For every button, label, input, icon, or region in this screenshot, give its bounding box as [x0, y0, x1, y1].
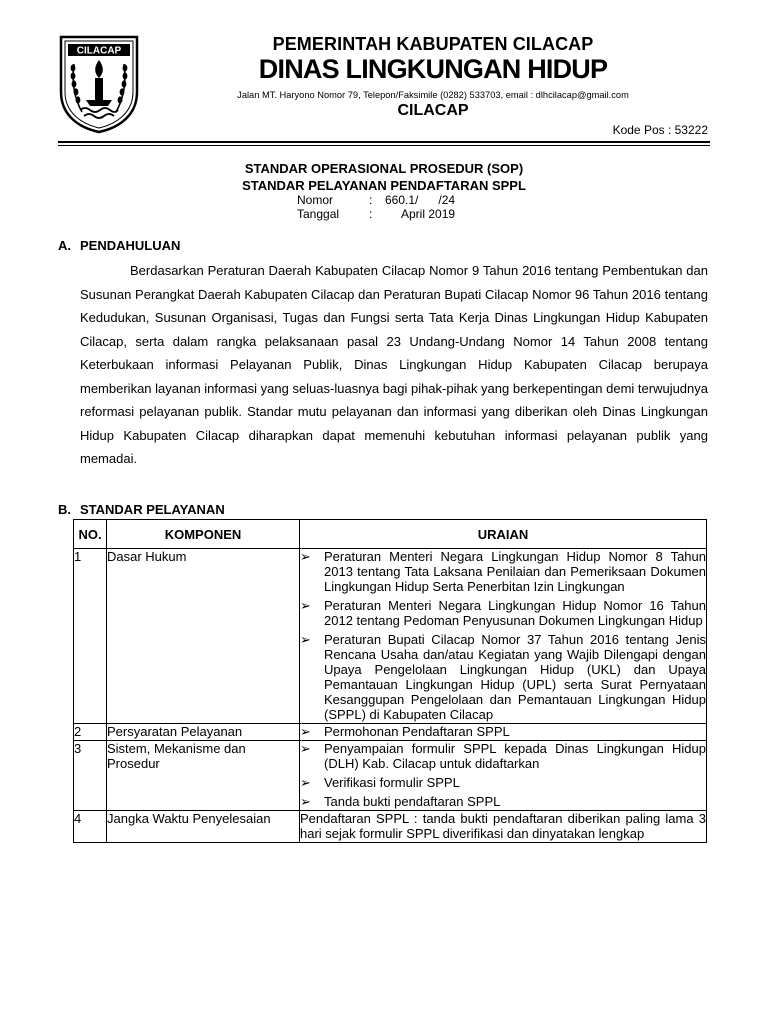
row-komponen: Jangka Waktu Penyelesaian [107, 811, 300, 843]
row-komponen: Dasar Hukum [107, 549, 300, 724]
uraian-list [300, 549, 706, 722]
list-item-text: Peraturan Menteri Negara Lingkungan Hidup Nomor 8 Tahun 2013 tentang Tata Laksana Penilaian dan Pemeriksaan Dokumen Lingkungan Hidup Serta Penerbitan Izin Lingkungan [324, 549, 706, 594]
table-row [74, 549, 707, 724]
agency-address: Jalan MT. Haryono Nomor 79, Telepon/Faksimile (0282) 533703, email : dlhcilacap@gmail.com [237, 90, 629, 100]
cilacap-emblem-logo [58, 34, 140, 134]
header-komponen: KOMPONEN [107, 520, 300, 549]
row-number: 2 [74, 724, 107, 741]
list-item-text: Tanda bukti pendaftaran SPPL [324, 794, 501, 809]
uraian-list [300, 724, 706, 739]
document-title: STANDAR OPERASIONAL PROSEDUR (SOP) [244, 161, 524, 176]
section-a-title: PENDAHULUAN [80, 238, 181, 253]
row-uraian [300, 549, 707, 724]
row-komponen: Sistem, Mekanisme dan Prosedur [107, 741, 300, 811]
arrow-bullet-icon: ➢ [300, 598, 311, 613]
section-b-heading [58, 502, 225, 517]
nomor-label: Nomor [297, 193, 334, 207]
table-row [74, 741, 707, 811]
nomor-row [297, 193, 455, 208]
row-uraian [300, 724, 707, 741]
arrow-bullet-icon: ➢ [300, 632, 311, 647]
uraian-list [300, 741, 706, 809]
list-item-text: Penyampaian formulir SPPL kepada Dinas Lingkungan Hidup (DLH) Kab. Cilacap untuk didaftarkan [324, 741, 706, 771]
arrow-bullet-icon: ➢ [300, 741, 311, 756]
header-uraian: URAIAN [300, 520, 707, 549]
section-a-number: A. [58, 238, 71, 253]
postal-code: Kode Pos : 53222 [612, 123, 708, 137]
document-subtitle: STANDAR PELAYANAN PENDAFTARAN SPPL [242, 178, 526, 193]
agency-government-name: PEMERINTAH KABUPATEN CILACAP [272, 34, 594, 54]
section-a-paragraph: Berdasarkan Peraturan Daerah Kabupaten Cilacap Nomor 9 Tahun 2016 tentang Pembentukan dan Susunan Perangkat Daerah Kabupaten Cilacap dan Peraturan Bupati Cilacap Nomor 96 Tahun 2016 tentang Kedudukan, Susunan Organisasi, Tugas dan Fungsi serta Tata Kerja Dinas Lingkungan Hidup Kabupaten Cilacap, serta dalam rangka pelaksanaan pasal 23 Undang-Undang Nomor 14 Tahun 2008 tentang Keterbukaan informasi Pelayanan Publik, Dinas Lingkungan Hidup Kabupaten Cilacap berupaya memberikan layanan informasi yang seluas-luasnya bagi pihak-pihak yang berkepentingan demi terwujudnya reformasi pelayanan publik. Standar mutu pelayanan dan informasi yang diberikan oleh Dinas Lingkungan Hidup Kabupaten Cilacap diharapkan dapat memenuhi kebutuhan informasi pelayanan publik yang memadai. [80, 263, 708, 466]
list-item [300, 632, 706, 722]
section-b-number: B. [58, 502, 71, 517]
nomor-colon: : [369, 193, 373, 207]
row-uraian [300, 811, 707, 843]
section-b-title: STANDAR PELAYANAN [80, 502, 225, 517]
list-item [300, 724, 706, 739]
tanggal-colon: : [369, 207, 373, 221]
tanggal-row [297, 207, 455, 222]
header-no: NO. [74, 520, 107, 549]
list-item [300, 598, 706, 628]
agency-name: DINAS LINGKUNGAN HIDUP [258, 54, 608, 84]
list-item [300, 794, 706, 809]
uraian-text: Pendaftaran SPPL : tanda bukti pendaftaran diberikan paling lama 3 hari sejak formulir SPPL diverifikasi dan dinyatakan lengkap [300, 811, 706, 841]
nomor-value: 660.1/ /24 [385, 193, 456, 207]
list-item-text: Peraturan Bupati Cilacap Nomor 37 Tahun 2016 tentang Jenis Rencana Usaha dan/atau Kegiatan yang Wajib Dilengapi dengan Upaya Pengelolaan Lingkungan Hidup (UKL) dan Upaya Pemantauan Lingkungan Hidup (UPL) serta Surat Pernyataan Kesanggupan Pengelolaan dan Pemantauan Lingkungan Hidup (SPPL) di Kabupaten Cilacap [324, 632, 706, 722]
list-item [300, 549, 706, 594]
table-row [74, 811, 707, 843]
agency-city: CILACAP [397, 102, 469, 119]
list-item-text: Verifikasi formulir SPPL [324, 775, 460, 790]
row-number: 4 [74, 811, 107, 843]
tanggal-label: Tanggal [297, 207, 340, 221]
row-uraian [300, 741, 707, 811]
arrow-bullet-icon: ➢ [300, 724, 311, 739]
standard-service-table [73, 519, 707, 843]
letterhead-divider-thick [58, 141, 710, 143]
row-number: 1 [74, 549, 107, 724]
list-item [300, 741, 706, 771]
arrow-bullet-icon: ➢ [300, 549, 311, 564]
list-item-text: Permohonan Pendaftaran SPPL [324, 724, 510, 739]
tanggal-value: April 2019 [401, 207, 456, 221]
letterhead-divider-thin [58, 145, 710, 146]
row-number: 3 [74, 741, 107, 811]
arrow-bullet-icon: ➢ [300, 794, 311, 809]
table-row [74, 724, 707, 741]
row-komponen: Persyaratan Pelayanan [107, 724, 300, 741]
table-header-row [74, 520, 707, 549]
section-a-heading [58, 238, 180, 253]
arrow-bullet-icon: ➢ [300, 775, 311, 790]
list-item-text: Peraturan Menteri Negara Lingkungan Hidup Nomor 16 Tahun 2012 tentang Pedoman Penyusunan Dokumen Lingkungan Hidup [324, 598, 706, 628]
logo-lettering: CILACAP [76, 45, 122, 57]
list-item [300, 775, 706, 790]
